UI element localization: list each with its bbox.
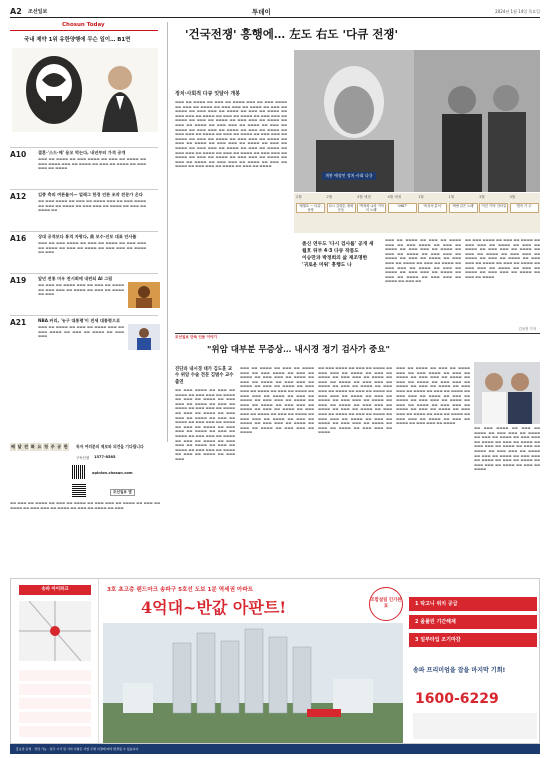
- index-title: NBA 커리, '농구 대통령'이 전세 대통령으로: [38, 318, 121, 323]
- divider: [10, 273, 158, 274]
- ad-brand-panel: [11, 579, 99, 744]
- second-body-col4: ▬▬▬ ▬▬ ▬▬▬▬ ▬▬ ▬▬▬ ▬▬ ▬▬▬▬ ▬▬▬ ▬▬ ▬▬▬ ▬▬▬▬ ▬▬ ▬▬▬ ▬▬ ▬▬▬▬ ▬▬ ▬▬▬ ▬▬▬ ▬▬ ▬▬▬▬ ▬▬ ▬▬▬ ▬▬ ▬▬▬▬ ▬▬ ▬▬▬ ▬▬▬ ▬▬ ▬▬▬▬ ▬▬ ▬▬▬ ▬▬ ▬▬▬▬ ▬▬ ▬▬▬ ▬▬▬ ▬▬ ▬▬▬▬ ▬▬ ▬▬▬ ▬▬ ▬▬▬▬ ▬▬ ▬▬▬ ▬▬▬ ▬▬ ▬▬▬▬ ▬▬ ▬▬▬ ▬▬ ▬▬▬▬ ▬▬ ▬▬▬ ▬▬▬ ▬▬ ▬▬▬▬ ▬▬ ▬▬▬ ▬▬ ▬▬▬▬ ▬▬ ▬▬▬ ▬▬▬ ▬▬ ▬▬▬▬ ▬▬ ▬▬▬ ▬▬ ▬▬▬▬ ▬▬ ▬▬▬ ▬▬▬ ▬▬ ▬▬▬▬ ▬▬ ▬▬▬ ▬▬ ▬▬▬▬ ▬▬ ▬▬▬ ▬▬▬ ▬▬ ▬▬▬▬ ▬▬ ▬▬▬ ▬▬ ▬▬▬▬ ▬▬ ▬▬▬ ▬▬▬ ▬▬ ▬▬▬▬: [396, 366, 470, 426]
- index-summary-text: ▬▬ ▬▬▬ ▬▬ ▬▬▬▬ ▬▬▬ ▬▬ ▬▬▬ ▬▬ ▬▬▬▬ ▬▬ ▬▬▬ ▬▬▬ ▬▬ ▬▬▬▬ ▬▬ ▬▬▬ ▬▬ ▬▬▬▬ ▬▬ ▬▬▬: [38, 283, 124, 297]
- ad-benefit-item: 2 올풀린 기간해제: [409, 615, 537, 629]
- second-article-kicker: 조선일보 단독 인용 이야기: [175, 335, 217, 339]
- contact-chip: 달: [17, 444, 22, 449]
- timeline-date: 3월: [509, 195, 516, 199]
- main-body-col4: ▬▬ ▬▬▬ ▬▬▬▬ ▬▬ ▬▬▬ ▬▬ ▬▬▬▬ ▬▬ ▬▬▬ ▬▬▬ ▬▬ ▬▬▬▬ ▬▬ ▬▬▬ ▬▬ ▬▬▬▬ ▬▬ ▬▬▬ ▬▬▬ ▬▬ ▬▬▬▬ ▬▬ ▬▬▬ ▬▬ ▬▬▬▬ ▬▬ ▬▬▬ ▬▬▬ ▬▬ ▬▬▬▬ ▬▬ ▬▬▬ ▬▬ ▬▬▬▬ ▬▬ ▬▬▬ ▬▬▬ ▬▬ ▬▬▬▬ ▬▬ ▬▬▬ ▬▬ ▬▬▬▬ ▬▬ ▬▬▬ ▬▬▬ ▬▬ ▬▬▬▬ ▬▬ ▬▬▬ ▬▬ ▬▬▬▬ ▬▬ ▬▬▬ ▬▬▬ ▬▬ ▬▬▬▬ ▬▬ ▬▬▬ ▬▬ ▬▬▬▬: [465, 238, 540, 279]
- apartment-advertisement[interactable]: [10, 578, 540, 744]
- main-article: [175, 22, 540, 334]
- index-page-number: A10: [10, 150, 27, 159]
- index-summary-text: ▬▬ ▬▬▬ ▬▬▬▬ ▬▬ ▬▬▬ ▬▬ ▬▬▬▬ ▬▬▬ ▬▬ ▬▬▬ ▬▬▬▬ ▬▬ ▬▬▬ ▬▬ ▬▬▬▬ ▬▬ ▬▬▬ ▬▬▬ ▬▬ ▬▬▬▬ ▬▬ ▬▬▬ ▬▬ ▬▬▬▬ ▬▬: [38, 199, 146, 213]
- subscribe-phone[interactable]: 1577-8585: [94, 455, 116, 459]
- ad-feature-boxes: [19, 667, 91, 737]
- yuhan-logo-image: [12, 48, 158, 132]
- main-body-col1: ▬▬▬ ▬▬ ▬▬▬▬ ▬▬ ▬▬▬ ▬▬ ▬▬▬▬ ▬▬▬ ▬▬ ▬▬▬ ▬▬▬▬ ▬▬ ▬▬▬ ▬▬ ▬▬▬▬ ▬▬ ▬▬▬ ▬▬▬ ▬▬ ▬▬▬▬ ▬▬ ▬▬▬ ▬▬ ▬▬▬▬ ▬▬ ▬▬▬ ▬▬▬ ▬▬ ▬▬▬▬ ▬▬ ▬▬▬ ▬▬ ▬▬▬▬ ▬▬ ▬▬▬ ▬▬▬ ▬▬ ▬▬▬▬ ▬▬ ▬▬▬ ▬▬ ▬▬▬▬ ▬▬ ▬▬▬ ▬▬▬ ▬▬ ▬▬▬▬ ▬▬ ▬▬▬ ▬▬ ▬▬▬▬ ▬▬ ▬▬▬ ▬▬▬ ▬▬ ▬▬▬▬ ▬▬ ▬▬▬ ▬▬ ▬▬▬▬ ▬▬ ▬▬▬ ▬▬▬ ▬▬ ▬▬▬▬ ▬▬ ▬▬▬ ▬▬ ▬▬▬▬ ▬▬ ▬▬▬ ▬▬▬ ▬▬ ▬▬▬▬ ▬▬ ▬▬▬ ▬▬ ▬▬▬▬ ▬▬ ▬▬▬ ▬▬▬ ▬▬ ▬▬▬▬ ▬▬ ▬▬▬ ▬▬ ▬▬▬▬ ▬▬ ▬▬▬ ▬▬▬ ▬▬ ▬▬▬▬ ▬▬ ▬▬▬ ▬▬ ▬▬▬▬ ▬▬ ▬▬▬ ▬▬▬ ▬▬ ▬▬▬▬ ▬▬ ▬▬▬ ▬▬ ▬▬▬▬ ▬▬ ▬▬▬ ▬▬▬ ▬▬ ▬▬▬▬ ▬▬ ▬▬▬ ▬▬ ▬▬▬▬ ▬▬ ▬▬▬ ▬▬▬ ▬▬ ▬▬▬▬ ▬▬ ▬▬▬ ▬▬ ▬▬▬▬ ▬▬ ▬▬▬ ▬▬▬ ▬▬ ▬▬▬▬ ▬▬ ▬▬▬ ▬▬ ▬▬▬▬ ▬▬ ▬▬▬ ▬▬▬ ▬▬ ▬▬▬▬ ▬▬ ▬▬▬ ▬▬ ▬▬▬▬ ▬▬ ▬▬▬ ▬▬▬ ▬▬ ▬▬▬▬ ▬▬ ▬▬▬ ▬▬ ▬▬▬▬ ▬▬ ▬▬▬ ▬▬▬ ▬▬ ▬▬▬▬ ▬▬ ▬▬▬ ▬▬ ▬▬▬▬ ▬▬ ▬▬▬ ▬▬▬ ▬▬ ▬▬▬▬ ▬▬ ▬▬▬ ▬▬ ▬▬▬▬: [175, 100, 287, 169]
- contact-chip: 청: [43, 444, 49, 449]
- ad-list-number: 2: [415, 619, 421, 625]
- pull-quote-line2: 이승만과 박정희의 삶 재조명한 '귀로운 미워' 흥행도 나: [302, 256, 368, 268]
- player-thumbnail: [128, 324, 160, 350]
- contacts-notes: ▬▬ ▬▬▬ ▬▬ ▬▬▬▬ ▬▬ ▬▬▬ ▬▬ ▬▬▬▬ ▬▬ ▬▬▬ ▬▬▬ ▬▬ ▬▬▬▬ ▬▬ ▬▬▬ ▬▬ ▬▬▬▬ ▬▬ ▬▬▬ ▬▬▬ ▬▬ ▬▬▬▬ ▬▬ ▬▬▬ ▬▬ ▬▬▬▬ ▬▬ ▬▬▬: [10, 501, 160, 510]
- timeline-date: 3월 예정: [357, 195, 371, 199]
- paper-name: 조선일보: [28, 9, 48, 15]
- timeline-date: 1월: [418, 195, 424, 199]
- index-page-number: A16: [10, 234, 27, 243]
- second-body-col5: ▬▬ ▬▬▬ ▬▬▬▬ ▬▬ ▬▬▬ ▬▬ ▬▬▬▬ ▬▬ ▬▬▬ ▬▬▬ ▬▬ ▬▬▬▬ ▬▬ ▬▬▬ ▬▬ ▬▬▬▬ ▬▬ ▬▬▬ ▬▬▬ ▬▬ ▬▬▬▬ ▬▬ ▬▬▬ ▬▬ ▬▬▬▬ ▬▬ ▬▬▬ ▬▬▬ ▬▬ ▬▬▬▬ ▬▬ ▬▬▬ ▬▬ ▬▬▬▬ ▬▬ ▬▬▬ ▬▬▬ ▬▬ ▬▬▬▬ ▬▬ ▬▬▬ ▬▬ ▬▬▬▬ ▬▬ ▬▬▬ ▬▬▬ ▬▬ ▬▬▬▬ ▬▬ ▬▬▬ ▬▬ ▬▬▬▬ ▬▬ ▬▬▬ ▬▬▬ ▬▬ ▬▬▬▬ ▬▬ ▬▬▬ ▬▬ ▬▬▬▬: [474, 426, 540, 472]
- ad-list-number: 1: [415, 601, 421, 607]
- qr-code-icon[interactable]: [72, 465, 86, 479]
- chosun-today-headline[interactable]: 국내 제약 1위 유한양행에 무슨 일이… B1면: [24, 37, 131, 43]
- photo-caption: 개봉 예정인 정치·사회 다큐: [322, 172, 376, 180]
- ad-stamp: 조합설립 인가완료: [369, 587, 403, 621]
- second-body-col2: ▬▬▬ ▬▬ ▬▬▬▬ ▬▬ ▬▬▬ ▬▬ ▬▬▬▬ ▬▬▬ ▬▬ ▬▬▬ ▬▬▬▬ ▬▬ ▬▬▬ ▬▬ ▬▬▬▬ ▬▬ ▬▬▬ ▬▬▬ ▬▬ ▬▬▬▬ ▬▬ ▬▬▬ ▬▬ ▬▬▬▬ ▬▬ ▬▬▬ ▬▬▬ ▬▬ ▬▬▬▬ ▬▬ ▬▬▬ ▬▬ ▬▬▬▬ ▬▬ ▬▬▬ ▬▬▬ ▬▬ ▬▬▬▬ ▬▬ ▬▬▬ ▬▬ ▬▬▬▬ ▬▬ ▬▬▬ ▬▬▬ ▬▬ ▬▬▬▬ ▬▬ ▬▬▬ ▬▬ ▬▬▬▬ ▬▬ ▬▬▬ ▬▬▬ ▬▬ ▬▬▬▬ ▬▬ ▬▬▬ ▬▬ ▬▬▬▬ ▬▬ ▬▬▬ ▬▬▬ ▬▬ ▬▬▬▬ ▬▬ ▬▬▬ ▬▬ ▬▬▬▬ ▬▬ ▬▬▬ ▬▬▬ ▬▬ ▬▬▬▬ ▬▬ ▬▬▬ ▬▬ ▬▬▬▬ ▬▬ ▬▬▬ ▬▬▬ ▬▬ ▬▬▬▬ ▬▬ ▬▬▬ ▬▬ ▬▬▬▬ ▬▬ ▬▬▬ ▬▬▬ ▬▬ ▬▬▬▬ ▬▬ ▬▬▬ ▬▬ ▬▬▬▬ ▬▬ ▬▬▬ ▬▬▬ ▬▬ ▬▬▬▬: [240, 366, 314, 435]
- contact-chip: 전: [24, 444, 29, 449]
- byline: 김성현 기자: [518, 327, 536, 331]
- ad-benefit-item: 1 탁고니 위치 공급: [409, 597, 537, 611]
- ad-showroom-map: [413, 713, 537, 739]
- index-page-number: A12: [10, 192, 27, 201]
- contact-chip: 배: [10, 444, 16, 449]
- qr-code-icon[interactable]: [72, 483, 86, 497]
- ad-cta: 송파 프리미엄을 잡을 마지막 기회!: [413, 667, 506, 674]
- timeline-title: '비상의 분석': [418, 203, 447, 213]
- documentary-stills-photo: [294, 50, 540, 192]
- ad-headline-top: 3호 초고층 랜드마크 송파구 5호선 도보 1분 역세권 아파트: [107, 587, 254, 593]
- section-name: 투데이: [252, 8, 271, 16]
- page-header: [10, 6, 540, 18]
- divider: [10, 30, 158, 31]
- second-article-lead: 진단과 내시경 대가 김도훈 교수 위암 수술 전문 김범수 교수 출연: [175, 367, 234, 385]
- index-summary-text: ▬▬▬ ▬▬ ▬▬▬▬ ▬▬ ▬▬▬ ▬▬ ▬▬▬▬ ▬▬▬ ▬▬ ▬▬▬ ▬▬▬▬ ▬▬ ▬▬▬ ▬▬ ▬▬▬▬ ▬▬ ▬▬▬ ▬▬▬: [38, 325, 124, 339]
- ad-location-map: [19, 601, 91, 661]
- second-body-col1: ▬▬ ▬▬▬ ▬▬▬▬ ▬▬ ▬▬▬ ▬▬ ▬▬▬▬ ▬▬ ▬▬▬ ▬▬▬ ▬▬ ▬▬▬▬ ▬▬ ▬▬▬ ▬▬ ▬▬▬▬ ▬▬ ▬▬▬ ▬▬▬ ▬▬ ▬▬▬▬ ▬▬ ▬▬▬ ▬▬ ▬▬▬▬ ▬▬ ▬▬▬ ▬▬▬ ▬▬ ▬▬▬▬ ▬▬ ▬▬▬ ▬▬ ▬▬▬▬ ▬▬ ▬▬▬ ▬▬▬ ▬▬ ▬▬▬▬ ▬▬ ▬▬▬ ▬▬ ▬▬▬▬ ▬▬ ▬▬▬ ▬▬▬ ▬▬ ▬▬▬▬ ▬▬ ▬▬▬ ▬▬ ▬▬▬▬ ▬▬ ▬▬▬ ▬▬▬ ▬▬ ▬▬▬▬ ▬▬ ▬▬▬ ▬▬ ▬▬▬▬ ▬▬ ▬▬▬ ▬▬▬ ▬▬ ▬▬▬▬ ▬▬ ▬▬▬ ▬▬ ▬▬▬▬ ▬▬ ▬▬▬ ▬▬▬ ▬▬ ▬▬▬▬ ▬▬ ▬▬▬ ▬▬ ▬▬▬▬ ▬▬ ▬▬▬ ▬▬▬ ▬▬ ▬▬▬▬ ▬▬ ▬▬▬ ▬▬ ▬▬▬▬ ▬▬ ▬▬▬ ▬▬▬: [175, 388, 235, 461]
- timeline-date: 1월: [448, 195, 455, 199]
- timeline-date: 2월: [296, 195, 302, 199]
- documentary-timeline: [294, 193, 540, 233]
- divider: [10, 231, 158, 232]
- ad-list-number: 3: [415, 637, 421, 643]
- subscribe-label: 구독신청: [76, 456, 90, 460]
- ad-benefit-list: [409, 597, 537, 651]
- contact-chip: 주: [50, 444, 55, 449]
- painting-thumbnail: [128, 282, 160, 308]
- contact-chip: 한: [63, 444, 68, 449]
- date-line: 2024년 1월 14일 목요일: [495, 9, 540, 14]
- timeline-title: '박정희 나라 기억의 노래': [357, 203, 386, 213]
- ad-headline-main: 4억대~반값 아판트!: [141, 598, 287, 617]
- chosun-today-label: Chosun Today: [62, 22, 105, 28]
- contact-chip: 공: [57, 444, 62, 449]
- timeline-title: '세월호 ··· 다큐', 상영: [296, 203, 325, 213]
- index-page-number: A19: [10, 276, 27, 285]
- chip-row: [10, 443, 70, 451]
- reader-contacts-box: [10, 443, 168, 523]
- timeline-date: 2월: [326, 195, 333, 199]
- main-subheadline: 정치·사회적 다큐 잇달아 개봉: [175, 91, 241, 97]
- ad-phone[interactable]: 1600-6229: [415, 691, 499, 707]
- contact-chip: 화: [30, 444, 35, 449]
- timeline-title: '바람 같은 노래': [449, 203, 478, 213]
- second-article-headline[interactable]: "위암 대부분 무증상… 내시경 정기 검사가 중요": [207, 345, 390, 355]
- ad-skyline-render: [103, 623, 403, 744]
- opinion-site-link[interactable]: opinion.chosun.com: [92, 471, 133, 475]
- timeline-title: 다시 김대중, 평화 운동: [327, 203, 356, 213]
- timeline-title: '밥꼭 가 주': [510, 203, 539, 213]
- index-title: 김종 측의 여론몰이— 얼레그 한경 언론 조작 전문가 온다: [38, 192, 143, 197]
- main-headline[interactable]: '건국전쟁' 흥행에… 左도 右도 '다큐 전쟁': [185, 27, 399, 41]
- ad-benefit-item: 3 일부타입 조기마감: [409, 633, 537, 647]
- app-label[interactable]: 조선일보 앱: [110, 489, 135, 496]
- index-summary-text: ▬▬▬ ▬▬ ▬▬▬▬ ▬▬ ▬▬▬ ▬▬▬▬ ▬▬ ▬▬▬ ▬▬ ▬▬▬▬ ▬▬ ▬▬▬ ▬▬▬▬ ▬▬▬ ▬▬ ▬▬▬▬ ▬▬ ▬▬▬ ▬▬ ▬▬▬▬ ▬▬ ▬▬▬ ▬▬▬ ▬▬ ▬▬▬▬: [38, 157, 146, 171]
- index-title: 상대 공격보다 통격 자랑다, 美 보수·진보 대표 안사를: [38, 234, 137, 239]
- page-number: A2: [10, 7, 22, 16]
- divider: [10, 315, 158, 316]
- main-body-col3: ▬▬▬ ▬▬ ▬▬▬▬ ▬▬ ▬▬▬ ▬▬ ▬▬▬▬ ▬▬▬ ▬▬ ▬▬▬ ▬▬▬▬ ▬▬ ▬▬▬ ▬▬ ▬▬▬▬ ▬▬ ▬▬▬ ▬▬▬ ▬▬ ▬▬▬▬ ▬▬ ▬▬▬ ▬▬ ▬▬▬▬ ▬▬ ▬▬▬ ▬▬▬ ▬▬ ▬▬▬▬ ▬▬ ▬▬▬ ▬▬ ▬▬▬▬ ▬▬ ▬▬▬ ▬▬▬ ▬▬ ▬▬▬▬ ▬▬ ▬▬▬ ▬▬ ▬▬▬▬ ▬▬ ▬▬▬ ▬▬▬ ▬▬ ▬▬▬▬ ▬▬ ▬▬▬ ▬▬ ▬▬▬▬ ▬▬ ▬▬▬ ▬▬▬ ▬▬ ▬▬▬▬ ▬▬ ▬▬▬ ▬▬ ▬▬▬▬ ▬▬ ▬▬▬ ▬▬▬ ▬▬ ▬▬▬▬ ▬▬ ▬▬▬ ▬▬: [385, 238, 461, 284]
- index-page-number: A21: [10, 318, 27, 327]
- divider: [10, 189, 158, 190]
- pull-quote: [302, 241, 374, 269]
- second-article-bar: [175, 333, 540, 341]
- ad-brand: 송파 아이파크: [19, 585, 91, 595]
- timeline-title: '이건 기억' 인터뷰: [479, 203, 508, 213]
- second-body-col3: ▬▬ ▬▬▬ ▬▬▬▬ ▬▬ ▬▬▬ ▬▬ ▬▬▬▬ ▬▬ ▬▬▬ ▬▬▬ ▬▬ ▬▬▬▬ ▬▬ ▬▬▬ ▬▬ ▬▬▬▬ ▬▬ ▬▬▬ ▬▬▬ ▬▬ ▬▬▬▬ ▬▬ ▬▬▬ ▬▬ ▬▬▬▬ ▬▬ ▬▬▬ ▬▬▬ ▬▬ ▬▬▬▬ ▬▬ ▬▬▬ ▬▬ ▬▬▬▬ ▬▬ ▬▬▬ ▬▬▬ ▬▬ ▬▬▬▬ ▬▬ ▬▬▬ ▬▬ ▬▬▬▬ ▬▬ ▬▬▬ ▬▬▬ ▬▬ ▬▬▬▬ ▬▬ ▬▬▬ ▬▬ ▬▬▬▬ ▬▬ ▬▬▬ ▬▬▬ ▬▬ ▬▬▬▬ ▬▬ ▬▬▬ ▬▬ ▬▬▬▬ ▬▬ ▬▬▬ ▬▬▬ ▬▬ ▬▬▬▬ ▬▬ ▬▬▬ ▬▬ ▬▬▬▬ ▬▬ ▬▬▬ ▬▬▬ ▬▬ ▬▬▬▬ ▬▬ ▬▬▬ ▬▬ ▬▬▬▬ ▬▬ ▬▬▬ ▬▬▬ ▬▬ ▬▬▬▬ ▬▬ ▬▬▬ ▬▬ ▬▬▬▬ ▬▬ ▬▬▬ ▬▬▬ ▬▬ ▬▬▬▬ ▬▬ ▬▬▬ ▬▬ ▬▬▬▬ ▬▬ ▬▬▬ ▬▬▬ ▬▬ ▬▬▬▬: [318, 366, 392, 435]
- divider: [10, 147, 158, 148]
- contacts-title: 독자 여러분의 제보와 의견을 기다립니다: [76, 444, 144, 449]
- left-column: [10, 22, 168, 442]
- index-title: 결혼·'스드·메' 용모 막는다, 내년부터 가격 공개: [38, 150, 126, 155]
- timeline-title: '1987': [388, 203, 417, 213]
- ad-footer: · 홍보관 운영 · 상담 가능 · 입주 시기 및 기타 사항은 사업 주체 사정에 따라 변경될 수 있습니다: [10, 744, 540, 754]
- contact-chip: 요: [37, 444, 42, 449]
- timeline-date: 4월 예정: [387, 195, 402, 199]
- doctors-photo: [474, 362, 540, 424]
- index-title: 앞년 전통 미우 전시회에 내란되 AI 그림: [38, 276, 113, 281]
- pull-quote-line1: 좀신 연두도 '다시 검사를' 공개 세월호 뒤부 4·3 다큐 작품도: [302, 242, 374, 254]
- timeline-date: 3월: [479, 195, 485, 199]
- index-summary-text: ▬▬▬ ▬▬ ▬▬▬ ▬▬▬▬ ▬▬ ▬▬▬ ▬▬ ▬▬▬▬ ▬▬ ▬▬▬ ▬▬▬ ▬▬ ▬▬▬▬ ▬▬ ▬▬▬ ▬▬ ▬▬▬▬ ▬▬ ▬▬▬ ▬▬▬ ▬▬ ▬▬▬▬ ▬▬ ▬▬▬: [38, 241, 146, 255]
